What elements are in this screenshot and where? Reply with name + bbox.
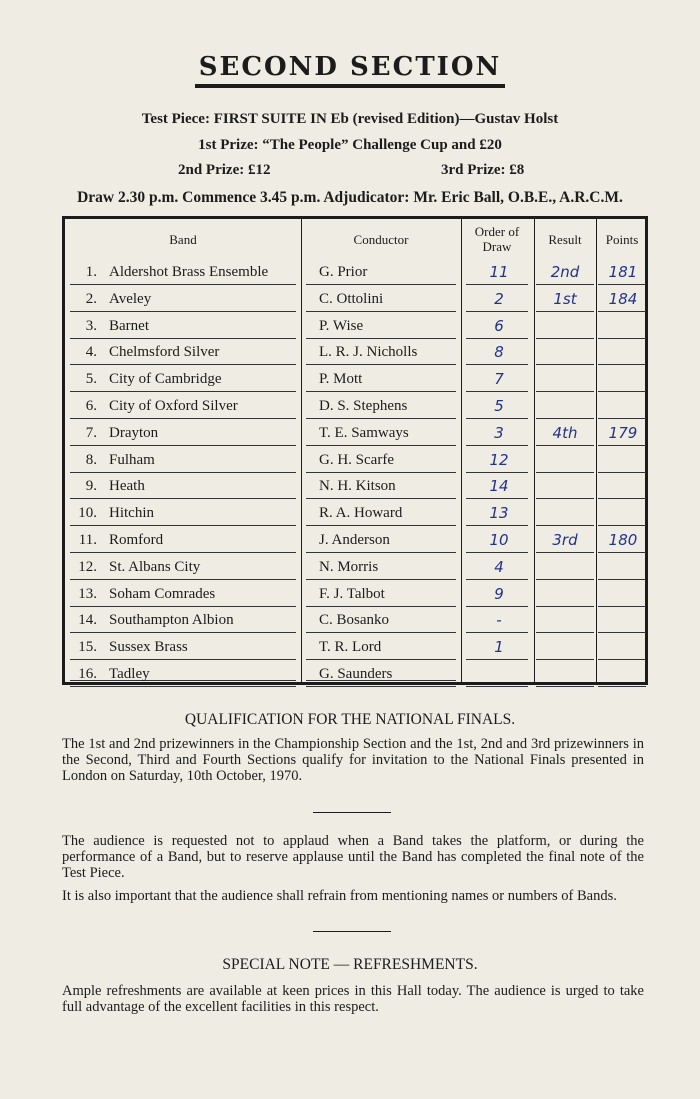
points-value xyxy=(598,393,648,420)
points-value xyxy=(598,339,648,366)
draw-order: 14 xyxy=(489,477,509,496)
result-value xyxy=(536,661,594,688)
row-number: 3. xyxy=(85,317,97,334)
conductor-name: C. Ottolini xyxy=(319,290,384,307)
draw-order: 6 xyxy=(494,316,504,335)
page-title xyxy=(0,52,700,82)
table-row xyxy=(65,607,645,634)
result-value xyxy=(536,500,594,527)
row-number: 14. xyxy=(78,612,97,629)
draw-line: Draw 2.30 p.m. Commence 3.45 p.m. Adjudicator: Mr. Eric Ball, O.B.E., A.R.C.M. xyxy=(77,189,623,206)
row-number: 2. xyxy=(85,290,97,307)
draw-order: 5 xyxy=(494,397,504,415)
row-number: 10. xyxy=(78,505,97,522)
results-table xyxy=(62,216,648,685)
conductor-name: C. Bosanko xyxy=(319,612,390,629)
result-value xyxy=(536,447,594,474)
result-value xyxy=(536,393,594,420)
header-conductor: Conductor xyxy=(353,231,409,247)
result-value xyxy=(536,607,594,634)
row-number: 15. xyxy=(78,639,97,656)
row-number: 4. xyxy=(85,344,97,361)
conductor-name: P. Wise xyxy=(319,317,364,334)
row-rule xyxy=(466,686,528,687)
draw-order: 7 xyxy=(494,370,504,389)
table-row xyxy=(65,313,645,340)
row-number: 1. xyxy=(85,264,97,280)
special-note-heading: SPECIAL NOTE — REFRESHMENTS. xyxy=(222,956,478,973)
table-row xyxy=(65,500,645,527)
page-title-text: SECOND SECTION xyxy=(195,52,506,88)
points-value: 181 xyxy=(608,263,638,281)
result-value xyxy=(536,313,594,340)
conductor-name: T. R. Lord xyxy=(319,639,382,656)
draw-order: 3 xyxy=(494,423,504,442)
band-name: Southampton Albion xyxy=(109,612,234,629)
band-name: Heath xyxy=(109,478,145,495)
row-number: 5. xyxy=(85,371,97,388)
draw-order xyxy=(469,661,529,688)
row-number: 7. xyxy=(85,424,97,441)
band-name: Fulham xyxy=(109,451,155,468)
row-rule xyxy=(70,686,296,687)
row-number: 11. xyxy=(78,532,97,548)
table-row xyxy=(65,473,645,500)
conductor-name: F. J. Talbot xyxy=(319,585,385,602)
result-value xyxy=(536,634,594,661)
table-row xyxy=(65,527,645,554)
audience-note-applause: The audience is requested not to applaud when a Band takes the platform, or during the performance of a Band, but to reserve applause until the Band has completed the final note of the Test Piece. xyxy=(62,833,644,881)
audience-note-names: It is also important that the audience shall refrain from mentioning names or numbers of Bands. xyxy=(62,888,617,904)
third-prize: 3rd Prize: £8 xyxy=(441,162,525,178)
result-value xyxy=(536,339,594,366)
draw-order: 11 xyxy=(489,263,509,281)
band-name: Sussex Brass xyxy=(109,639,188,656)
special-note-text: Ample refreshments are available at keen prices in this Hall today. The audience is urged to take full advantage of the excellent facilities in this respect. xyxy=(62,983,644,1015)
conductor-name: G. Saunders xyxy=(319,666,393,682)
result-value xyxy=(536,366,594,393)
points-value: 180 xyxy=(608,531,638,549)
result-value: 3rd xyxy=(552,531,578,549)
table-row xyxy=(65,447,645,474)
table-row xyxy=(65,393,645,420)
points-value xyxy=(598,554,648,581)
band-name: Tadley xyxy=(109,666,150,682)
row-rule xyxy=(536,686,594,687)
draw-order: 10 xyxy=(489,531,509,549)
points-value xyxy=(598,500,648,527)
points-value xyxy=(598,473,648,500)
band-name: Aveley xyxy=(109,290,152,307)
separator xyxy=(313,812,391,813)
conductor-name: T. E. Samways xyxy=(319,424,409,441)
draw-order: 1 xyxy=(494,638,504,657)
table-row xyxy=(65,581,645,608)
band-name: Hitchin xyxy=(109,505,154,522)
band-name: Romford xyxy=(109,532,164,548)
points-value xyxy=(598,366,648,393)
result-value: 1st xyxy=(553,289,577,308)
band-name: Drayton xyxy=(109,424,159,441)
header-band: Band xyxy=(169,231,197,247)
conductor-name: P. Mott xyxy=(319,371,363,388)
row-number: 9. xyxy=(85,478,97,495)
row-number: 8. xyxy=(85,451,97,468)
points-value xyxy=(598,607,648,634)
table-row xyxy=(65,339,645,366)
band-name: Barnet xyxy=(109,317,149,334)
table-row xyxy=(65,259,645,286)
qualification-text: The 1st and 2nd prizewinners in the Championship Section and the 1st, 2nd and 3rd prizewinners in the Second, Third and Fourth Sections qualify for invitation to the National Finals presented in London on Saturday, 10th October, 1970. xyxy=(62,736,644,784)
table-row xyxy=(65,634,645,661)
conductor-name: L. R. J. Nicholls xyxy=(319,344,418,361)
band-name: City of Cambridge xyxy=(109,371,222,388)
points-value xyxy=(598,661,648,688)
result-value xyxy=(536,473,594,500)
table-row xyxy=(65,661,645,688)
header-order-of-draw: Order of Draw xyxy=(474,224,520,254)
result-value xyxy=(536,554,594,581)
draw-order: 12 xyxy=(489,450,509,469)
band-name: St. Albans City xyxy=(109,558,201,575)
header-points: Points xyxy=(605,231,639,247)
points-value xyxy=(598,581,648,608)
draw-order: 4 xyxy=(494,557,504,576)
conductor-name: N. Morris xyxy=(319,558,379,575)
result-value: 2nd xyxy=(550,263,580,281)
row-number: 6. xyxy=(85,398,97,414)
row-number: 13. xyxy=(78,585,97,602)
row-number: 16. xyxy=(78,666,97,682)
band-name: Soham Comrades xyxy=(109,585,216,602)
conductor-name: J. Anderson xyxy=(319,532,390,548)
conductor-name: D. S. Stephens xyxy=(319,398,408,414)
result-value xyxy=(536,581,594,608)
conductor-name: R. A. Howard xyxy=(319,505,403,522)
conductor-name: G. Prior xyxy=(319,264,368,280)
draw-order: 8 xyxy=(494,343,504,362)
points-value xyxy=(598,313,648,340)
points-value xyxy=(598,634,648,661)
second-prize: 2nd Prize: £12 xyxy=(178,162,271,178)
table-row xyxy=(65,366,645,393)
band-name: Chelmsford Silver xyxy=(109,344,220,361)
conductor-name: G. H. Scarfe xyxy=(319,451,394,468)
band-name: City of Oxford Silver xyxy=(109,398,238,414)
table-row xyxy=(65,554,645,581)
table-row xyxy=(65,286,645,313)
row-rule xyxy=(598,686,646,687)
conductor-name: N. H. Kitson xyxy=(319,478,396,495)
table-row xyxy=(65,420,645,447)
draw-order: - xyxy=(496,611,502,630)
header-result: Result xyxy=(548,231,582,247)
qualification-heading: QUALIFICATION FOR THE NATIONAL FINALS. xyxy=(184,711,516,728)
points-value: 184 xyxy=(608,289,638,308)
draw-order: 2 xyxy=(494,289,504,308)
points-value xyxy=(598,447,648,474)
row-rule xyxy=(306,686,456,687)
first-prize: 1st Prize: “The People” Challenge Cup and £20 xyxy=(198,137,502,153)
draw-order: 9 xyxy=(494,584,504,603)
points-value: 179 xyxy=(608,423,638,442)
row-number: 12. xyxy=(78,558,97,575)
test-piece: Test Piece: FIRST SUITE IN Eb (revised Edition)—Gustav Holst xyxy=(141,111,559,127)
separator xyxy=(313,931,391,932)
band-name: Aldershot Brass Ensemble xyxy=(109,264,269,280)
result-value: 4th xyxy=(552,423,578,442)
draw-order: 13 xyxy=(489,504,509,523)
